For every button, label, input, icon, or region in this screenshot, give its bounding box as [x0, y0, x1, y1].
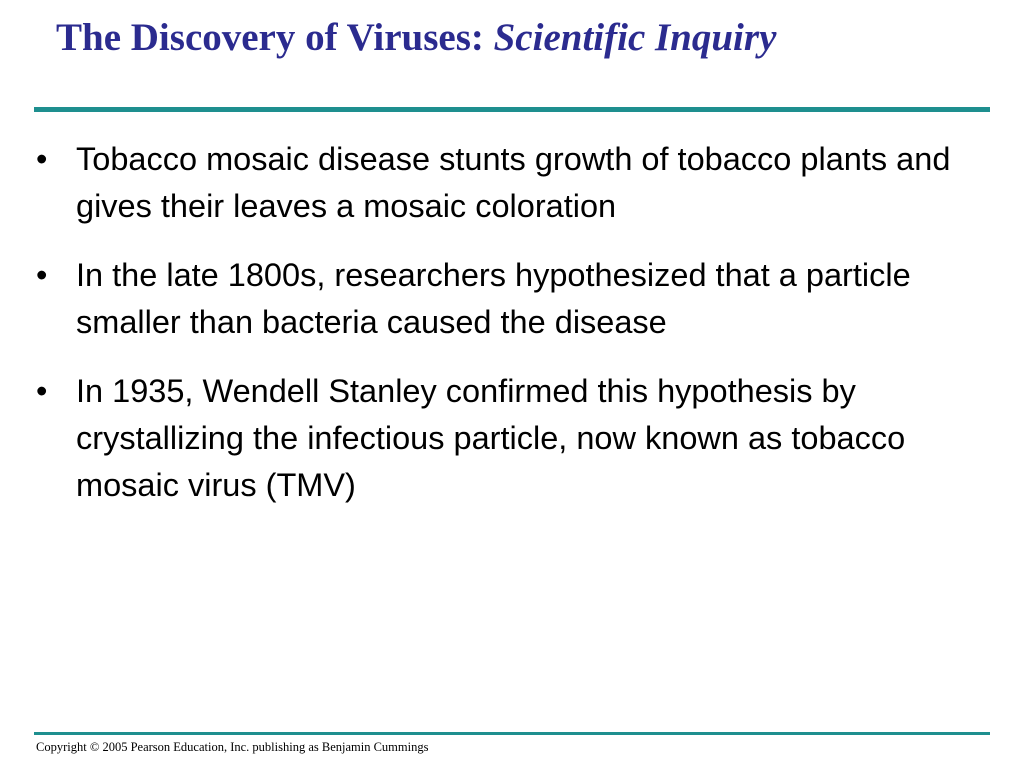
bullet-dot-icon: •	[36, 141, 48, 177]
bullet-item	[36, 136, 986, 230]
slide-title	[56, 10, 776, 66]
bullet-dot-icon: •	[36, 373, 48, 409]
bullet-text: Tobacco mosaic disease stunts growth of tobacco plants and gives their leaves a mosaic coloration	[76, 141, 951, 224]
copyright-footer: Copyright © 2005 Pearson Education, Inc. publishing as Benjamin Cummings	[36, 740, 429, 754]
bullet-item	[36, 252, 986, 346]
title-divider	[34, 107, 990, 112]
footer-divider	[34, 732, 990, 735]
bullet-dot-icon: •	[36, 257, 48, 293]
bullet-item	[36, 368, 986, 509]
bullet-text: In the late 1800s, researchers hypothesized that a particle smaller than bacteria caused the disease	[76, 257, 911, 340]
bullet-list	[36, 136, 986, 531]
slide-title-italic: Scientific Inquiry	[493, 16, 777, 59]
slide-title-main: The Discovery of Viruses:	[56, 16, 494, 59]
bullet-text: In 1935, Wendell Stanley confirmed this hypothesis by crystallizing the infectious particle, now known as tobacco mosaic virus (TMV)	[76, 373, 906, 503]
